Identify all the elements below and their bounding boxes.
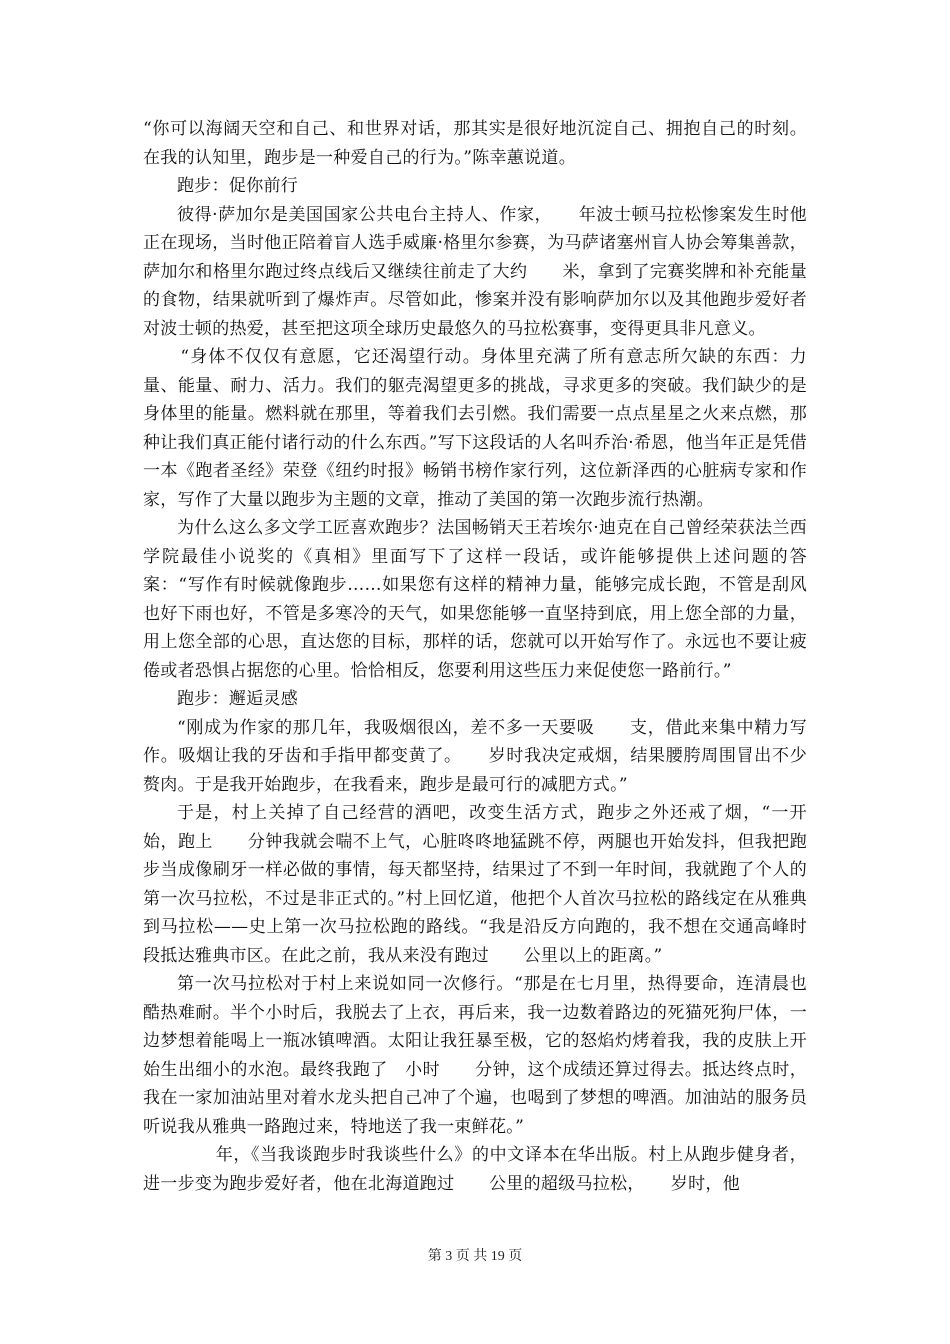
paragraph-quote-chen: “你可以海阔天空和自己、和世界对话，那其实是很好地沉淀自己、拥抱自己的时刻。在我的认知里，跑步是一种爱自己的行为。”陈幸蕙说道。	[143, 119, 807, 168]
section-heading-inspiration: 跑步：邂逅灵感	[177, 689, 299, 709]
section-heading-running-forward: 跑步：促你前行	[177, 176, 299, 196]
paragraph-first-marathon: 第一次马拉松对于村上来说如同一次修行。“那是在七月里，热得要命，连清晨也酷热难耐。半个小时后，我脱去了上衣，再后来，我一边数着路边的死猫死狗尸体，一边梦想着能喝上一瓶冰镇啤酒。太阳让我狂暴至极，它的怒焰灼烤着我，我的皮肤上开始生出细小的水泡。最终我跑了 小时 分钟，这个成绩还算过得去。抵达终点时，我在一家加油站里对着水龙头把自己冲了个遍，也喝到了梦想的啤酒。加油站的服务员听说我从雅典一路跑过来，特地送了我一束鲜花。”	[143, 974, 807, 1137]
paragraph-murakami-start-running: 于是，村上关掉了自己经营的酒吧，改变生活方式，跑步之外还戒了烟，“一开始，跑上 分钟我就会喘不上气，心脏咚咚地猛跳不停，两腿也开始发抖，但我把跑步当成像刷牙一样必做的事情，每天都坚持，结果过了不到一年时间，我就跑了个人的第一次马拉松，不过是非正式的。”村上回忆道，他把个人首次马拉松的路线定在从雅典到马拉松——史上第一次马拉松跑的路线。“我是沿反方向跑的，我不想在交通高峰时段抵达雅典市区。在此之前，我从来没有跑过 公里以上的距离。”	[143, 803, 807, 966]
paragraph-peter-sagal: 彼得·萨加尔是美国国家公共电台主持人、作家， 年波士顿马拉松惨案发生时他正在现场，当时他正陪着盲人选手威廉·格里尔参赛，为马萨诸塞州盲人协会筹集善款，萨加尔和格里尔跑过终点线后又继续往前走了大约 米，拿到了完赛奖牌和补充能量的食物，结果就听到了爆炸声。尽管如此，惨案并没有影响萨加尔以及其他跑步爱好者对波士顿的热爱，甚至把这项全球历史最悠久的马拉松赛事，变得更具非凡意义。	[143, 204, 807, 339]
page-number-footer: 第 3 页 共 19 页	[427, 1249, 523, 1264]
document-body	[143, 115, 807, 1198]
paragraph-book-publication: 年，《当我谈跑步时我谈些什么》的中文译本在华出版。村上从跑步健身者，进一步变为跑步爱好者，他在北海道跑过 公里的超级马拉松， 岁时，他	[143, 1145, 807, 1194]
paragraph-george-sheehan: “身体不仅仅有意愿，它还渴望行动。身体里充满了所有意志所欠缺的东西：力量、能量、耐力、活力。我们的躯壳渴望更多的挑战，寻求更多的突破。我们缺少的是身体里的能量。燃料就在那里，等着我们去引燃。我们需要一点点星星之火来点燃，那种让我们真正能付诸行动的什么东西。”写下这段话的人名叫乔治·希恩，他当年正是凭借一本《跑者圣经》荣登《纽约时报》畅销书榜作家行列，这位新泽西的心脏病专家和作家，写作了大量以跑步为主题的文章，推动了美国的第一次跑步流行热潮。	[143, 347, 807, 510]
paragraph-murakami-smoking: “刚成为作家的那几年，我吸烟很凶，差不多一天要吸 支，借此来集中精力写作。吸烟让我的牙齿和手指甲都变黄了。 岁时我决定戒烟，结果腰胯周围冒出不少赘肉。于是我开始跑步，在我看来，跑步是最可行的减肥方式。”	[143, 717, 807, 795]
paragraph-joel-dicker: 为什么这么多文学工匠喜欢跑步？法国畅销天王若埃尔·迪克在自己曾经荣获法兰西学院最佳小说奖的《真相》里面写下了这样一段话，或许能够提供上述问题的答案：“写作有时候就像跑步……如果您有这样的精神力量，能够完成长跑，不管是刮风也好下雨也好，不管是多寒冷的天气，如果您能够一直坚持到底，用上您全部的力量，用上您全部的心思，直达您的目标，那样的话，您就可以开始写作了。永远也不要让疲倦或者恐惧占据您的心里。恰恰相反，您要利用这些压力来促使您一路前行。”	[143, 518, 807, 681]
